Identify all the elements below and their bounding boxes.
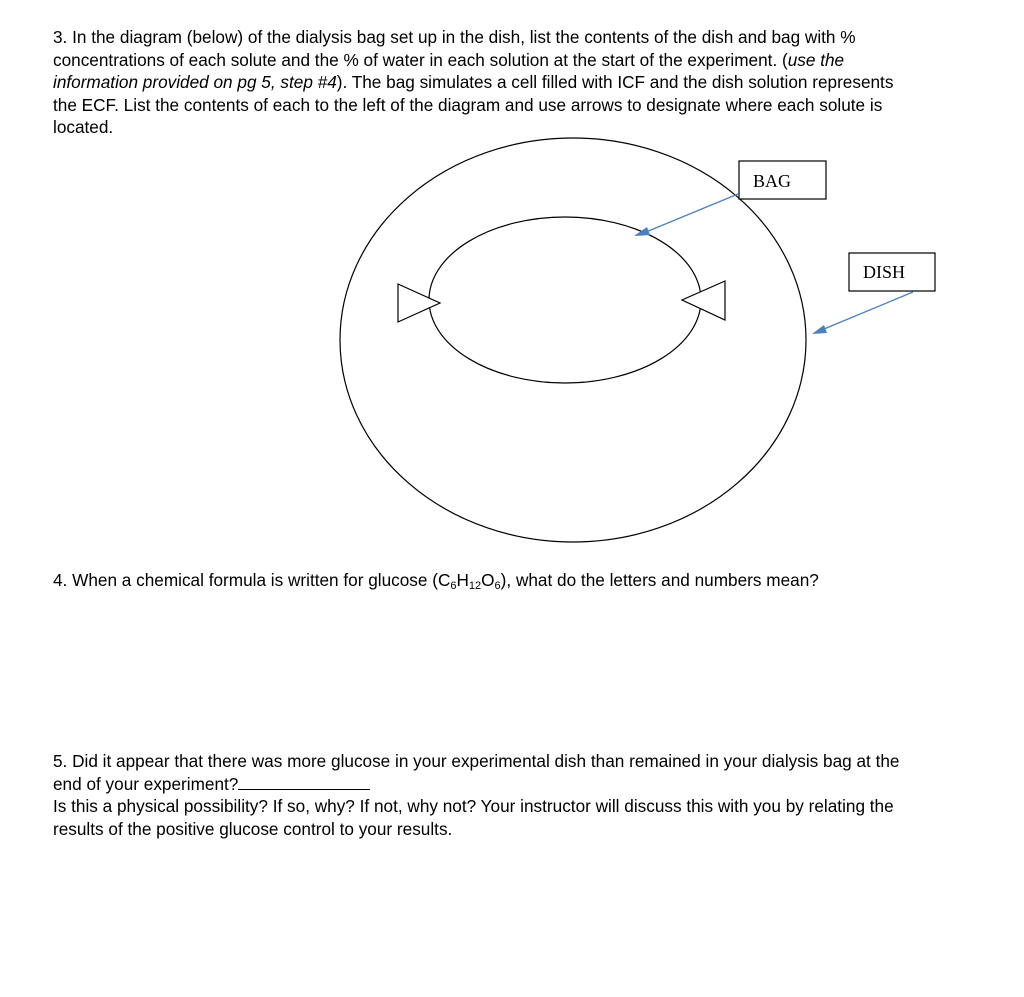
hydrogen-subscript: 12 xyxy=(468,580,482,592)
bag-arrow-head xyxy=(634,227,650,236)
bag-left-clip xyxy=(398,284,440,322)
hydrogen-symbol: H xyxy=(456,570,469,590)
answer-blank[interactable] xyxy=(238,773,370,790)
question-3-text: 3. In the diagram (below) of the dialysis bag set up in the dish, list the contents of the dish and bag with % concentrations of each solute and the % of water in each solution at the start of the experiment. ( xyxy=(53,27,856,70)
dish-ellipse xyxy=(340,138,806,542)
bag-label: BAG xyxy=(753,171,792,191)
question-5 xyxy=(53,750,903,840)
question-5-text: 5. Did it appear that there was more glucose in your experimental dish than remained in your dialysis bag at the end of your experiment? xyxy=(53,751,900,794)
bag-ellipse xyxy=(429,217,701,383)
oxygen-subscript: 6 xyxy=(494,580,501,592)
dish-arrow-head xyxy=(812,325,827,334)
dish-label: DISH xyxy=(863,262,906,282)
question-3-italic-note: use the information provided on pg 5, step #4 xyxy=(53,49,845,93)
oxygen-symbol: O xyxy=(481,570,495,590)
question-4 xyxy=(53,569,893,592)
carbon-subscript: 6 xyxy=(450,580,457,592)
bag-arrow-line xyxy=(646,194,738,232)
question-5-followup: Is this a physical possibility? If so, why? If not, why not? Your instructor will discuss this with you by relating the results of the positive glucose control to your results. xyxy=(53,796,894,839)
dish-arrow-line xyxy=(824,292,913,329)
bag-right-clip xyxy=(682,281,725,320)
question-4-text: 4. When a chemical formula is written for glucose (C xyxy=(53,570,451,590)
question-3-text-continued: ). The bag simulates a cell filled with ICF and the dish solution represents the ECF. List the contents of each to the left of the diagram and use arrows to designate where each solute is located. xyxy=(53,72,894,138)
question-4-text-continued: ), what do the letters and numbers mean? xyxy=(500,570,819,590)
